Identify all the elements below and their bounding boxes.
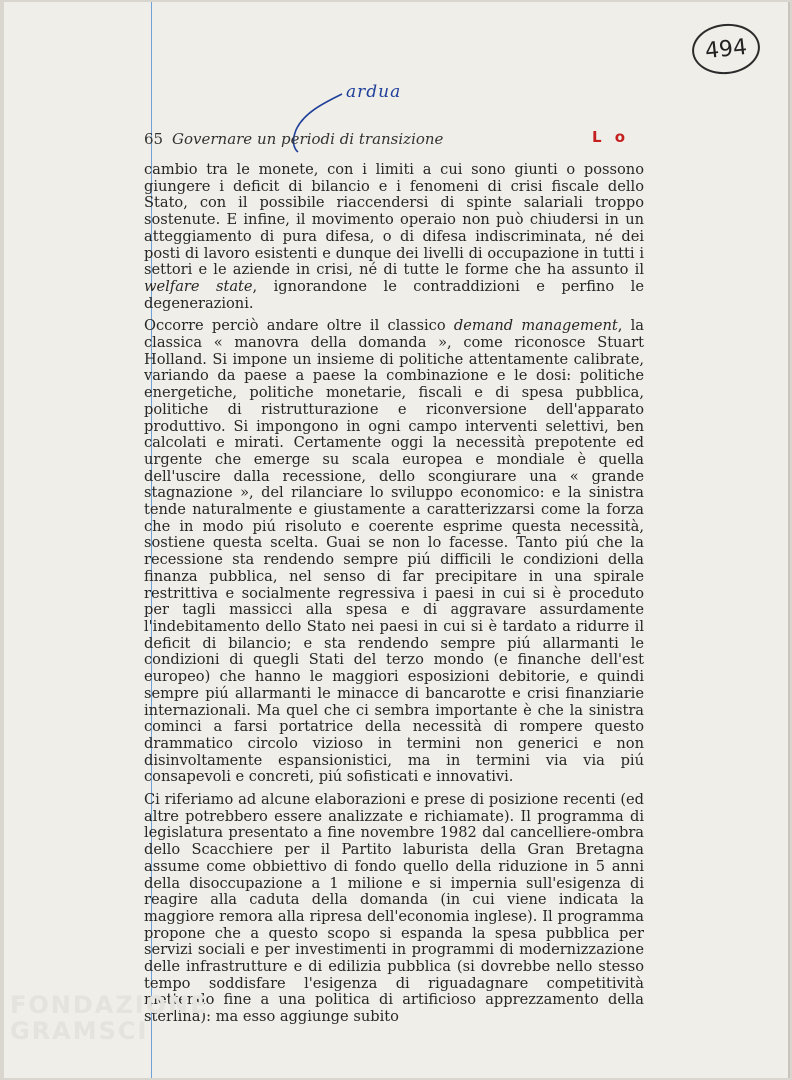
demand-management-term: demand management bbox=[453, 317, 618, 335]
foundation-watermark bbox=[10, 992, 209, 1044]
proof-correction-mark: L o bbox=[592, 128, 630, 146]
running-header bbox=[144, 130, 704, 156]
title-suffix: di transizione bbox=[334, 130, 444, 148]
paragraph-1 bbox=[144, 162, 644, 312]
scanned-page bbox=[4, 2, 790, 1078]
handwritten-note: ardua bbox=[346, 82, 402, 102]
paragraph-2 bbox=[144, 318, 644, 786]
paragraph-2-rest: , la classica « manovra della domanda », come riconosce Stuart Holland. Si impone un insieme di politiche attentamente calibrate, variando da paese a paese la combinazione e le dosi: politiche energetiche, politiche monetarie, fiscali e di spesa pubblica, politiche di ristrutturazione e riconversione dell'apparato produttivo. Si impongono in ogni campo interventi selettivi, ben calcolati e mirati. Certamente oggi la necessità prepotente ed urgente che emerge su scala europea e mondiale è quella dell'uscire dalla recessione, dello scongiurare una « grande stagnazione », del rilanciare lo sviluppo economico: e la sinistra tende naturalmente e giustamente a caratterizzarsi come la forza che in modo piú risoluto e coerente esprime questa necessità, sostiene questa scelta. Guai se non lo facesse. Tanto piú che la recessione sta rendendo sempre piú difficili le condizioni della finanza pubblica, nel senso di far precipitare in una spirale restrittiva e socialmente regressiva i paesi in cui si è proceduto per tagli massicci alla spesa e di aggravare assurdamente l'indebitamento dello Stato nei paesi in cui si è tardato a ridurre il deficit di bilancio; e sta rendendo sempre piú allarmanti le condizioni di quegli Stati del terzo mondo (e finanche dell'est europeo) che hanno le maggiori esposizioni debitorie, e quindi sempre piú allarmanti le minacce di bancarotte e crisi finanziarie internazionali. Ma quel che ci sembra importante è che la sinistra cominci a farsi portatrice della necessità di rompere questo drammatico circolo vizioso in termini non generici e non disinvoltamente espansionistici, ma in termini via via piú consapevoli e concreti, piú sofisticati e innovativi. bbox=[144, 317, 644, 786]
watermark-line-1: FONDAZIONE bbox=[10, 991, 209, 1019]
book-page-number: 65 bbox=[144, 130, 164, 148]
welfare-state-term: welfare state bbox=[144, 277, 253, 295]
archive-number-text: 494 bbox=[703, 34, 749, 64]
body-text bbox=[144, 162, 644, 1032]
paragraph-1-text: cambio tra le monete, con i limiti a cui sono giunti o possono giungere i deficit di bilancio e i fenomeni di crisi fiscale dello Stato, con il possibile riaccendersi di spinte salariali troppo sostenute. E infine, il movimento operaio non può chiudersi in un atteggiamento di pura difesa, o di difesa indiscriminata, né dei posti di lavoro esistenti e dunque dei livelli di occupazione in tutti i settori e le aziende in crisi, né di tutte le forme che ha assunto il bbox=[144, 161, 644, 279]
paragraph-3 bbox=[144, 792, 644, 1026]
title-corrected-word: periodi bbox=[281, 130, 335, 148]
title-prefix: Governare un bbox=[172, 130, 282, 148]
paragraph-2-start: Occorre perciò andare oltre il classico bbox=[144, 317, 446, 335]
watermark-line-2: GRAMSCI bbox=[10, 1017, 149, 1045]
paragraph-3-text: Ci riferiamo ad alcune elaborazioni e prese di posizione recenti (ed altre potrebbero essere analizzate e richiamate). Il programma di legislatura presentato a fine novembre 1982 dal cancelliere-ombra dello Scacchiere per il Partito laburista della Gran Bretagna assume come obbiettivo di fondo quello della riduzione in 5 anni della disoccupazione a 1 milione e si impernia sull'esigenza di reagire alla caduta della domanda (in cui viene indicata la maggiore remora alla ripresa dell'economia inglese). Il programma propone che a questo scopo si espanda la spesa pubblica per servizi sociali e per investimenti in programmi di modernizzazione delle infrastrutture e di edilizia pubblica (si dovrebbe nello stesso tempo soddisfare l'esigenza di riguadagnare competitività mettendo fine a una politica di artificioso apprezzamento della sterlina): ma esso aggiunge subito bbox=[144, 791, 644, 1026]
paragraph-1-end: , ignorandone le contraddizioni e perfino le degenerazioni. bbox=[144, 277, 644, 312]
running-title bbox=[172, 130, 443, 148]
